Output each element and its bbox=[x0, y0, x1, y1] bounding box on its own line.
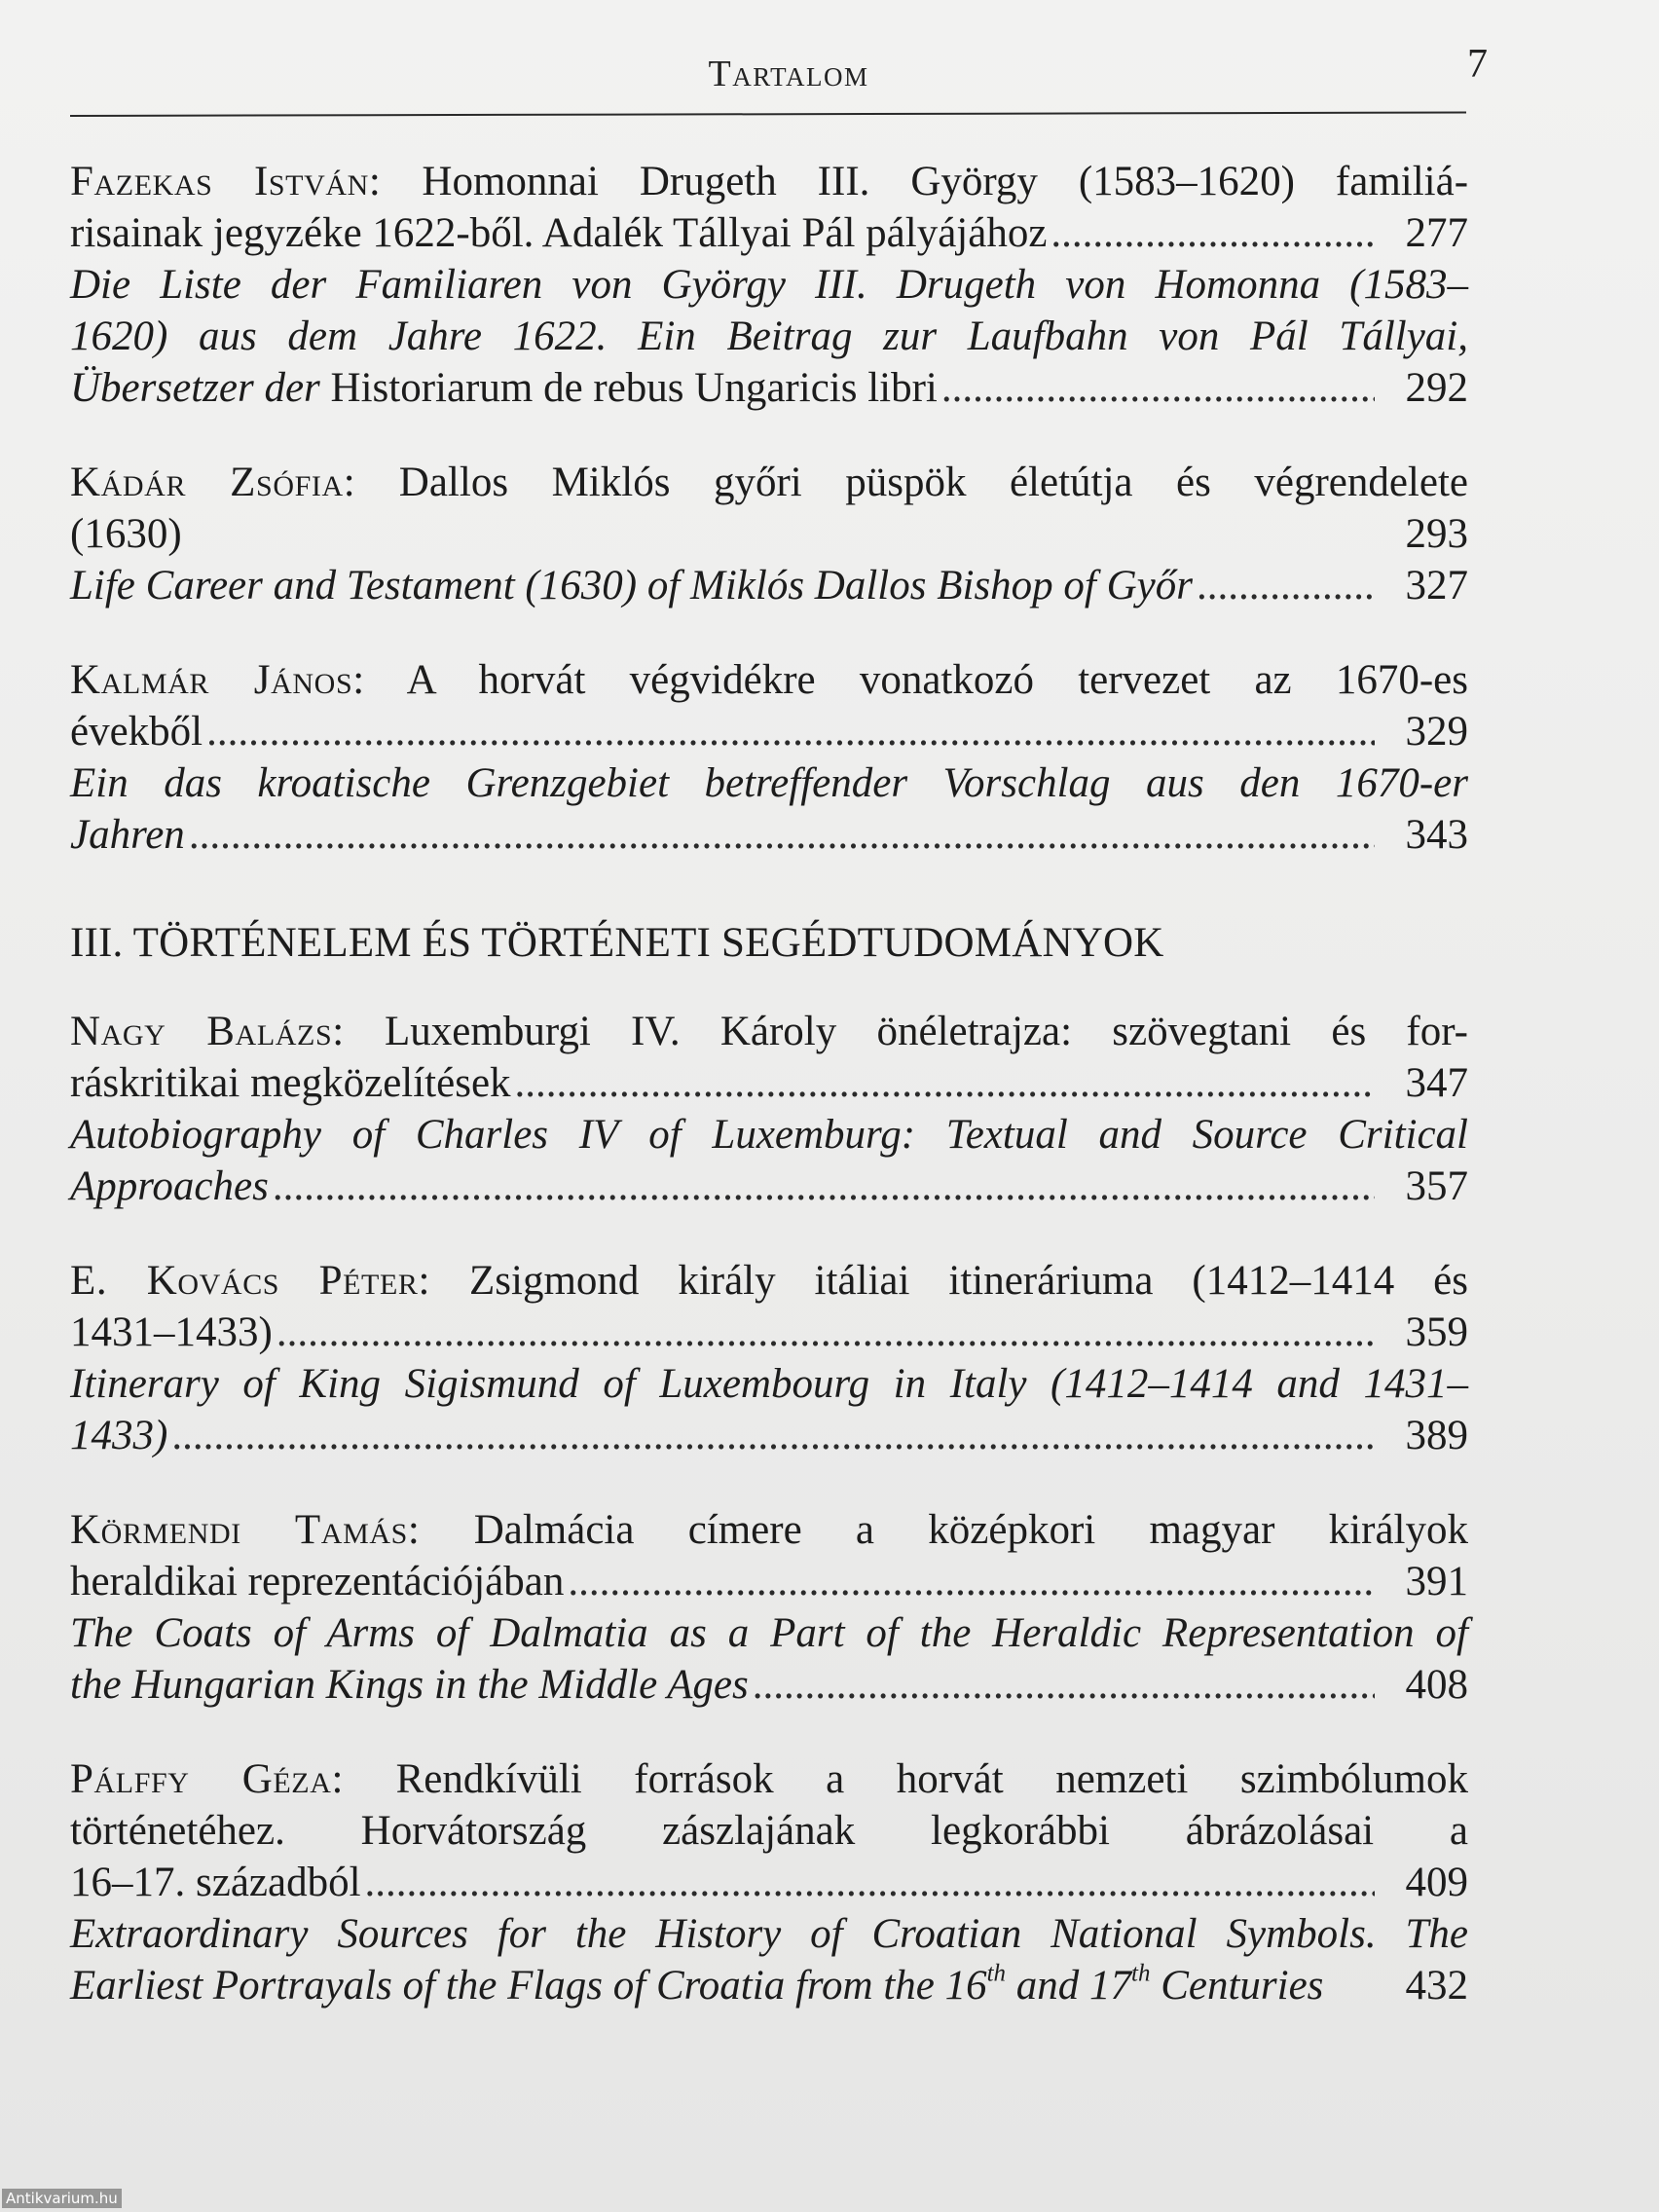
en-title-line: Ein das kroatische Grenzgebiet betreffender Vorschlag aus den 1670-er bbox=[70, 760, 1468, 806]
hu-title-line bbox=[70, 654, 1468, 706]
leader-dots bbox=[276, 1307, 1375, 1358]
en-title-text: Jahren bbox=[70, 812, 185, 858]
page-ref: 408 bbox=[1405, 1662, 1468, 1708]
leader-dots bbox=[273, 1161, 1375, 1212]
section-heading: III. TÖRTÉNELEM ÉS TÖRTÉNETI SEGÉDTUDOMÁNYOK bbox=[70, 920, 1164, 966]
en-title-last-line bbox=[70, 1161, 1468, 1212]
en-title-text: 1433) bbox=[70, 1413, 168, 1458]
en-title-last-line bbox=[70, 560, 1468, 611]
page-ref: 293 bbox=[1405, 511, 1468, 557]
author-name: Kalmár János: bbox=[70, 657, 365, 703]
hu-title-text: Zsigmond király itáliai itineráriuma (1412–1414 és bbox=[469, 1258, 1468, 1304]
hu-title-last-line bbox=[70, 1057, 1468, 1109]
page-ref: 391 bbox=[1405, 1559, 1468, 1604]
author-name: Kádár Zsófia: bbox=[70, 460, 356, 505]
header-rule bbox=[70, 111, 1466, 117]
hu-title-last-line bbox=[70, 706, 1468, 757]
en-title-part: Centuries bbox=[1150, 1963, 1324, 2009]
leader-dots bbox=[171, 1410, 1375, 1461]
work-title-upright: Historiarum de rebus Ungaricis libri bbox=[330, 365, 938, 411]
author-name: Körmendi Tamás: bbox=[70, 1507, 421, 1553]
leader-dots bbox=[753, 1659, 1375, 1711]
en-title-line: Extraordinary Sources for the History of Croatian National Symbols. The bbox=[70, 1911, 1468, 1957]
en-title-text bbox=[70, 1960, 1381, 2011]
en-title-last-line bbox=[70, 1659, 1468, 1711]
en-title-last-line bbox=[70, 1410, 1468, 1461]
hu-title-line bbox=[70, 1753, 1468, 1805]
en-title-line: The Coats of Arms of Dalmatia as a Part of the Heraldic Representation of bbox=[70, 1610, 1468, 1656]
hu-title-text: 16–17. századból bbox=[70, 1860, 361, 1905]
page-ref: 359 bbox=[1405, 1309, 1468, 1355]
hu-title-text: Luxemburgi IV. Károly önéletrajza: szövegtani és for- bbox=[385, 1009, 1469, 1054]
en-title-last-line bbox=[70, 1960, 1468, 2011]
page-ref: 357 bbox=[1405, 1163, 1468, 1209]
hu-title-last-line bbox=[70, 1857, 1468, 1908]
leader-dots bbox=[941, 362, 1375, 414]
en-title-line: 1620) aus dem Jahre 1622. Ein Beitrag zur Laufbahn von Pál Tállyai, bbox=[70, 313, 1468, 359]
en-title-text: Life Career and Testament (1630) of Miklós Dallos Bishop of Győr bbox=[70, 563, 1194, 608]
hu-title-line bbox=[70, 457, 1468, 508]
en-title-part: Earliest Portrayals of the Flags of Croatia from the 16 bbox=[70, 1963, 987, 2009]
toc-entry-kadar bbox=[70, 457, 1468, 611]
hu-title-line bbox=[70, 1006, 1468, 1057]
toc-entry-fazekas bbox=[70, 156, 1468, 414]
author-name: Nagy Balázs: bbox=[70, 1009, 345, 1054]
en-title-line: Die Liste der Familiaren von György III. Drugeth von Homonna (1583– bbox=[70, 262, 1468, 308]
page-number: 7 bbox=[1467, 42, 1488, 87]
leader-dots bbox=[189, 809, 1375, 861]
leader-dots bbox=[206, 706, 1375, 757]
leader-dots bbox=[1051, 207, 1375, 259]
hu-title-last-line bbox=[70, 207, 1468, 259]
en-title-text: the Hungarian Kings in the Middle Ages bbox=[70, 1662, 749, 1708]
leader-dots bbox=[568, 1556, 1375, 1607]
en-title-text: Approaches bbox=[70, 1163, 269, 1209]
table-of-contents bbox=[70, 156, 1468, 2011]
hu-title-text: Dallos Miklós győri püspök életútja és végrendelete bbox=[398, 460, 1468, 505]
running-header-title: Tartalom bbox=[708, 54, 869, 94]
leader-dots bbox=[365, 1857, 1375, 1908]
watermark: Antikvarium.hu bbox=[2, 2189, 122, 2208]
hu-title-text: ráskritikai megközelítések bbox=[70, 1060, 511, 1106]
en-title-prefix: Übersetzer der bbox=[70, 365, 320, 411]
en-title-last-line bbox=[70, 362, 1468, 414]
page-ref: 277 bbox=[1405, 210, 1468, 256]
ordinal-superscript: th bbox=[1131, 1960, 1151, 1987]
hu-title-last-line bbox=[70, 508, 1468, 560]
page-ref: 432 bbox=[1405, 1963, 1468, 2009]
en-title-line: Autobiography of Charles IV of Luxemburg: Textual and Source Critical bbox=[70, 1112, 1468, 1158]
hu-title-text: 1431–1433) bbox=[70, 1309, 273, 1355]
toc-entry-kormendi bbox=[70, 1504, 1468, 1711]
hu-title-text: A horvát végvidékre vonatkozó tervezet az 1670-es bbox=[406, 657, 1468, 703]
page-ref: 329 bbox=[1405, 709, 1468, 755]
hu-title-text: risainak jegyzéke 1622-ből. Adalék Tállyai Pál pályájához bbox=[70, 210, 1048, 256]
en-title-part: and 17 bbox=[1006, 1963, 1132, 2009]
hu-title-text: (1630) bbox=[70, 511, 182, 557]
page-ref: 327 bbox=[1405, 563, 1468, 608]
hu-title-text: évekből bbox=[70, 709, 203, 755]
leader-dots bbox=[1197, 560, 1375, 611]
toc-entry-nagy bbox=[70, 1006, 1468, 1212]
toc-entry-kalmar bbox=[70, 654, 1468, 861]
author-name: Pálffy Géza: bbox=[70, 1756, 345, 1802]
hu-title-line: történetéhez. Horvátország zászlajának legkorábbi ábrázolásai a bbox=[70, 1808, 1468, 1854]
hu-title-last-line bbox=[70, 1556, 1468, 1607]
hu-title-line bbox=[70, 1504, 1468, 1556]
toc-entry-kovacs bbox=[70, 1255, 1468, 1461]
page-ref: 347 bbox=[1405, 1060, 1468, 1106]
page-ref: 389 bbox=[1405, 1413, 1468, 1458]
hu-title-line bbox=[70, 156, 1468, 207]
leader-dots bbox=[515, 1057, 1375, 1109]
en-title-last-line bbox=[70, 809, 1468, 861]
hu-title-text: Homonnai Drugeth III. György (1583–1620) familiá- bbox=[422, 159, 1469, 204]
page-ref: 343 bbox=[1405, 812, 1468, 858]
hu-title-text: Rendkívüli források a horvát nemzeti szimbólumok bbox=[395, 1756, 1468, 1802]
hu-title-text: heraldikai reprezentációjában bbox=[70, 1559, 565, 1604]
author-name: Fazekas István: bbox=[70, 159, 382, 204]
en-title-text bbox=[70, 362, 938, 414]
page-ref: 292 bbox=[1405, 365, 1468, 411]
hu-title-text: Dalmácia címere a középkori magyar királyok bbox=[473, 1507, 1468, 1553]
toc-entry-palffy bbox=[70, 1753, 1468, 2011]
ordinal-superscript: th bbox=[986, 1960, 1007, 1987]
en-title-line: Itinerary of King Sigismund of Luxembourg in Italy (1412–1414 and 1431– bbox=[70, 1361, 1468, 1407]
page-ref: 409 bbox=[1405, 1860, 1468, 1905]
hu-title-last-line bbox=[70, 1307, 1468, 1358]
author-name: E. Kovács Péter: bbox=[70, 1258, 431, 1304]
hu-title-line bbox=[70, 1255, 1468, 1307]
